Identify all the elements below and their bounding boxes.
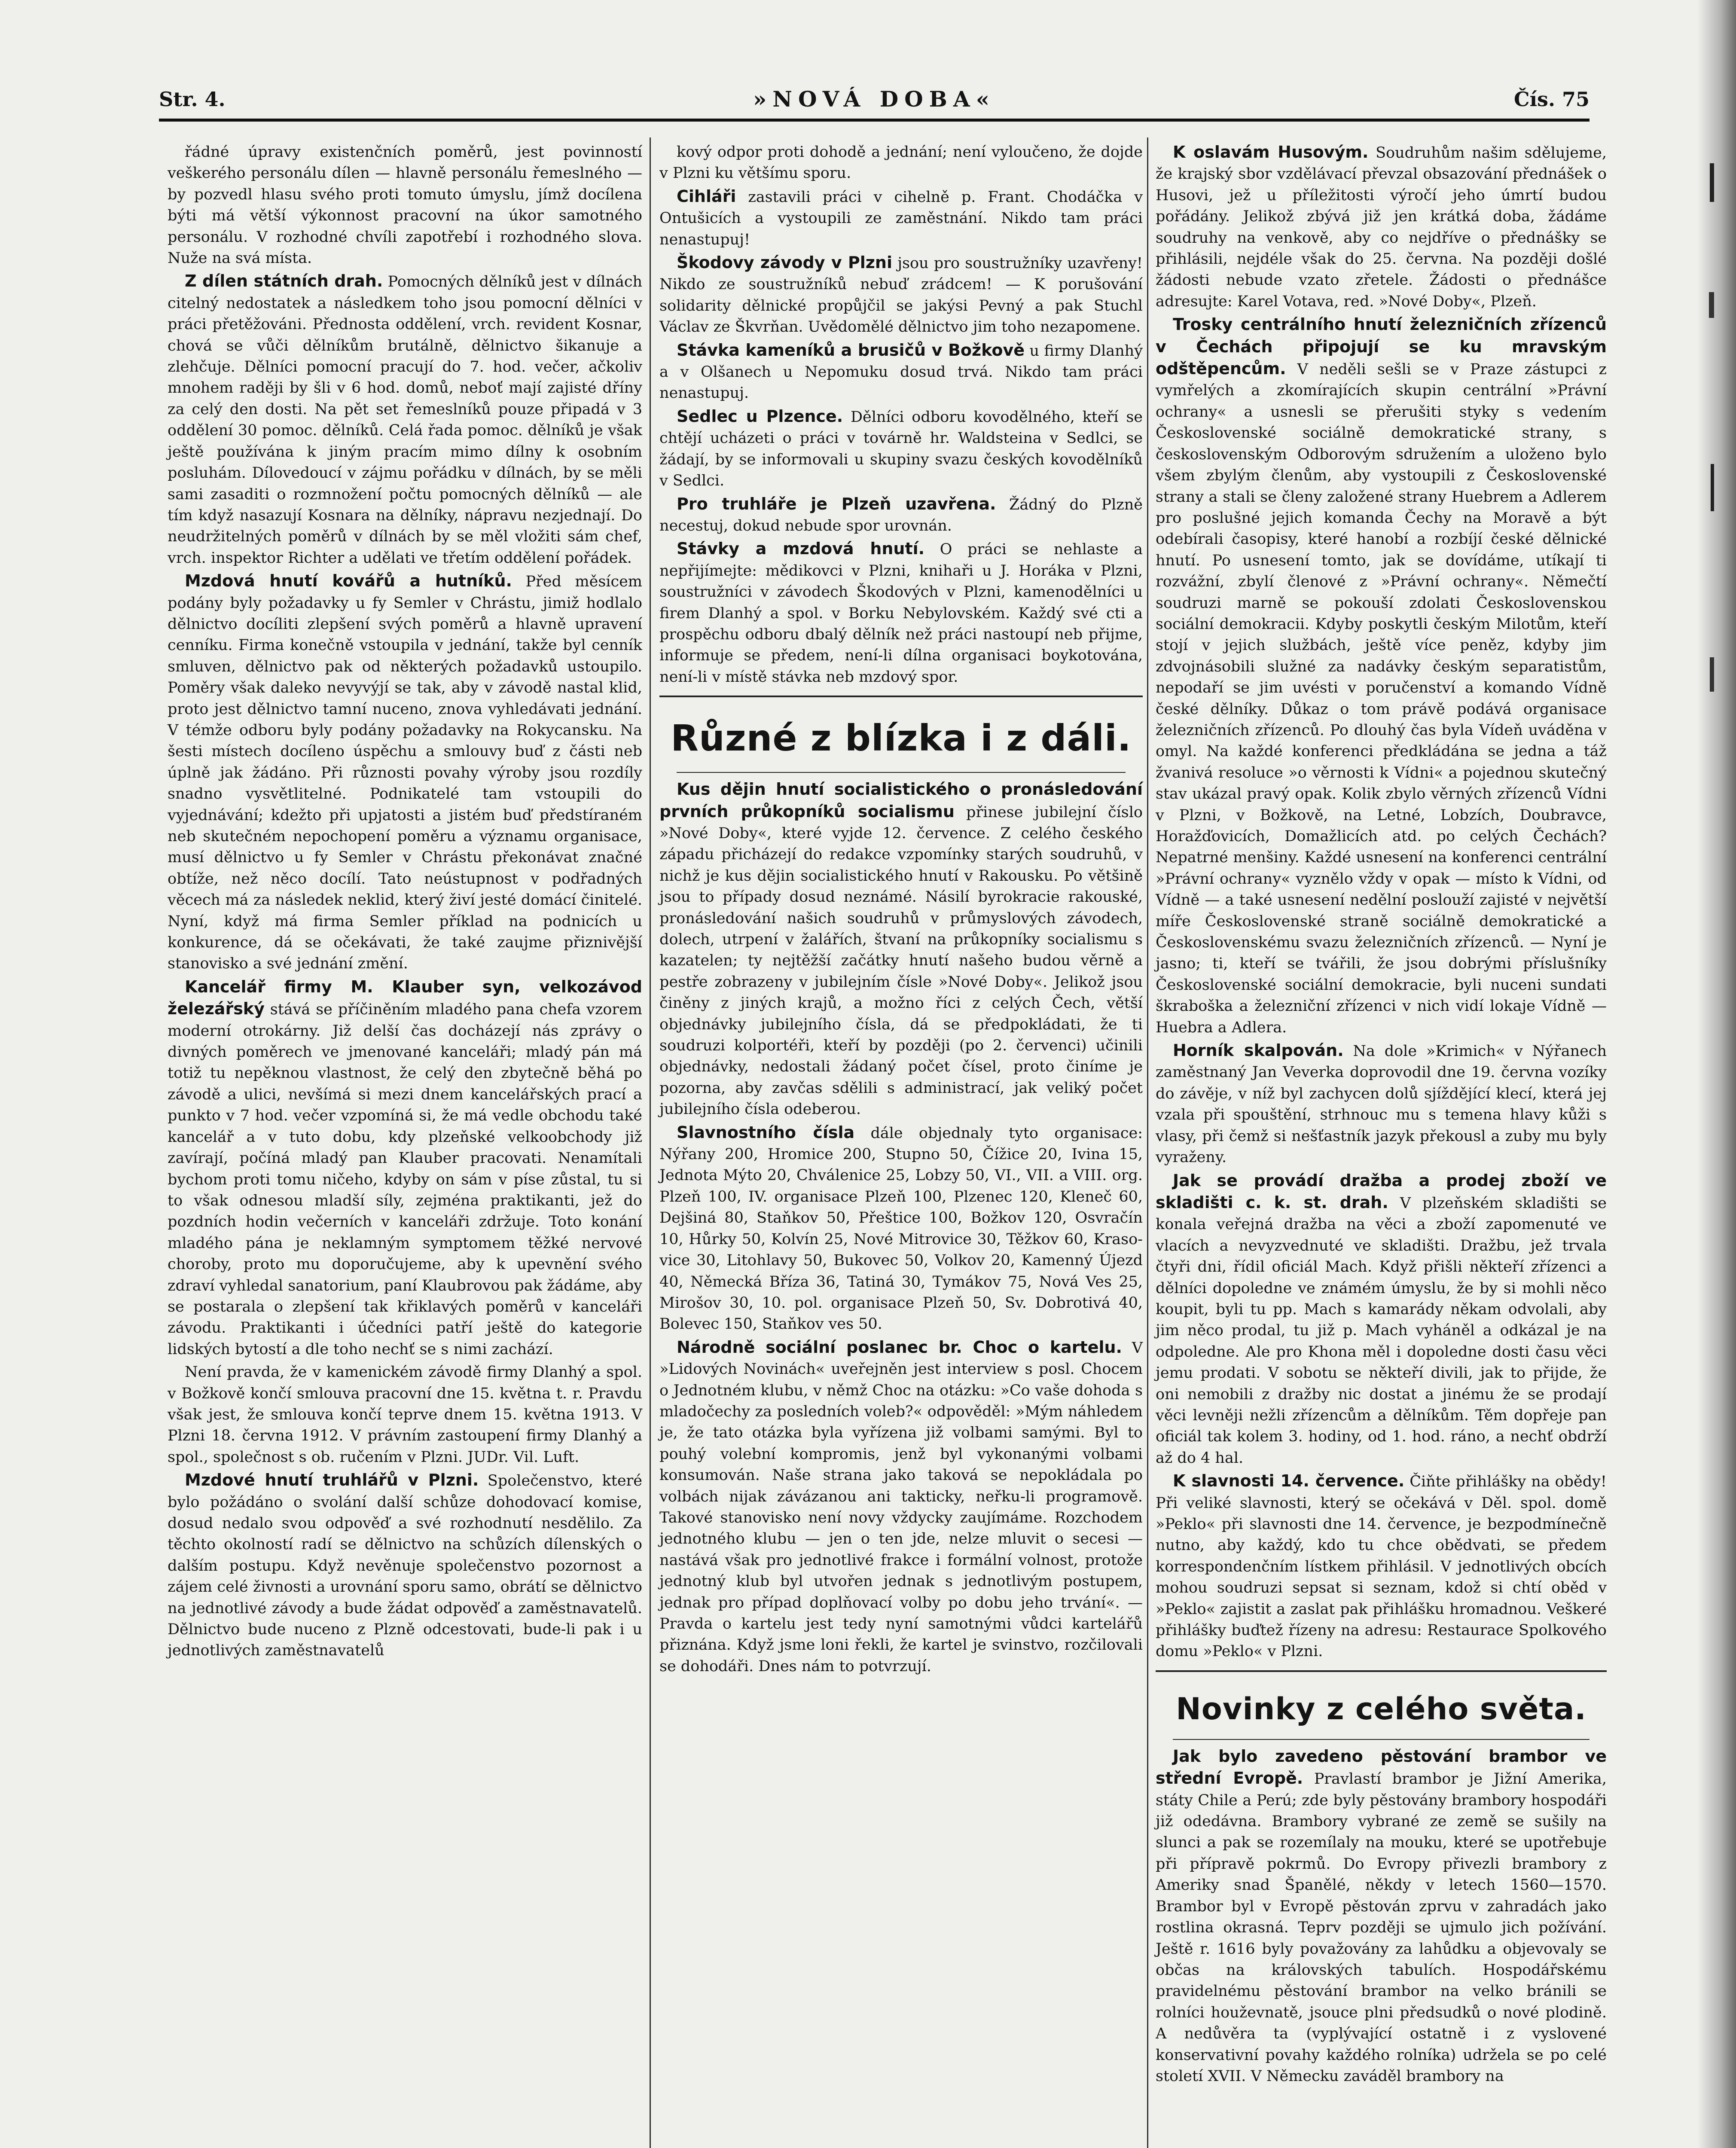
- article-heading: Slavnostního čísla: [677, 1123, 855, 1142]
- column-3: [1156, 142, 1607, 2089]
- article-heading: Stávky a mzdová hnutí.: [677, 539, 925, 558]
- section-rule: [1173, 1739, 1590, 1740]
- page-header: [159, 84, 1590, 122]
- article-paragraph: Cihláři zastavili práci v cihelně p. Frant. Chodáčka v Ontušicích a vystoupili ze zaměstnání. Nikdo tam práci nenastupuj!: [659, 186, 1143, 248]
- article-paragraph: Kancelář firmy M. Klauber syn, velkozávod železářský stává se příčiněním mladého pana chefa vzorem moderní otrokárny. Již delší čas docházejí nás zprávy o divných poměrech ve jmenované kanceláři; mladý pán má totiž tu nepěknou vlastnost, že celý den zbytečně běhá po závodě a ulici, nevšímá si mezi dnem kancelářských prací a punkto v 7 hod. večer vzpomíná si, že má vedle obchodu také kancelář a v tuto dobu, kdy plzeňské velkoobchody již zavírají, počíná mladý pan Klauber pracovati. Nenamítali bychom proti tomu ničeho, kdyby on sám v píse zůstal, tu si to však odnesou mladší síly, zejména praktikanti, jež do pozdních hodin večerních v kanceláři zdržuje. Toto konání mladého pána je neklamným symptomem těžké nervové choroby, proto mu doporučujeme, aby k upevnění svého zdraví vyhledal sanatorium, paní Klaubrovou pak žádáme, aby se postarala o zlepšení tak křiklavých poměrů v kanceláři závodu. Praktikanti i účedníci patří ještě do kategorie lidských bytostí a dle toho nechť se s nimi zachází.: [168, 977, 642, 1358]
- masthead-title: »NOVÁ DOBA«: [753, 86, 995, 112]
- section-rule: [1156, 1670, 1607, 1672]
- article-heading: Národně sociální poslanec br. Choc o kartelu.: [677, 1337, 1122, 1357]
- scan-artifact: [1701, 163, 1723, 808]
- article-heading: Jak se provádí dražba a prodej zboží ve skladišti c. k. st. drah.: [1156, 1171, 1607, 1212]
- column-divider: [650, 137, 651, 2148]
- article-paragraph: řádné úpravy existenčních poměrů, jest povinností veškerého personálu dílen — hlavně personálu řemeslného — by pozvedl hlasu svého proti tomuto úmyslu, jímž docílena býti má větší výkonnost pracovní na úkor samotného personálu. V rozhodné chvíli zapotřebí i rozhodného slova. Nuže na svá místa.: [168, 143, 642, 267]
- article-paragraph: Škodovy závody v Plzni jsou pro soustružníky uzavřeny! Nikdo ze soustružníků nebuď zrádcem! — K porušování solidarity dělnické propůjčil se jakýsi Pevný a pak Stuchl Václav ze Škvrňan. Uvědomělé dělnictvo jim toho nezapomene.: [659, 253, 1143, 336]
- article-heading: Kus dějin hnutí socialistického o pronásledování prvních průkopníků socialismu: [659, 780, 1143, 821]
- article-heading: Cihláři: [677, 186, 736, 206]
- article-paragraph: Není pravda, že v kamenickém závodě firmy Dlanhý a spol. v Božkově končí smlouva pracovní dne 15. května t. r. Pravdu však jest, že smlouva končí teprve dnem 15. května 1913. V Plzni 18. června 1912. V právním zastoupení firmy Dlanhý a spol., společnost s ob. ručením v Plzni. JUDr. Vil. Luft.: [168, 1364, 642, 1466]
- article-heading: Kancelář firmy M. Klauber syn, velkozávod železářský: [168, 977, 642, 1019]
- article-paragraph: K oslavám Husovým. Soudruhům našim sdělujeme, že krajský sbor vzdělávací převzal obsazování přednášek o Husovi, jež u příležitosti výročí jeho úmrtí budou pořádány. Jelikož zbývá již jen krátká doba, žádáme soudruhy na venkově, aby co nejdříve o přednášky se přihlásili, nejdéle však do 25. června. Na později došlé žádosti nebude vzato zřetele. Žádosti o přednášce adresujte: Karel Votava, red. »Nové Doby«, Plzeň.: [1156, 143, 1607, 310]
- article-heading: Pro truhláře je Plzeň uzavřena.: [677, 494, 996, 513]
- article-paragraph: Jak bylo zavedeno pěstování brambor ve střední Evropě. Pravlastí brambor je Jižní Amerika, státy Chile a Perú; zde byly pěstovány brambory hospodáři již odedávna. Brambory vybrané ze země se sušily na slunci a pak se rozemílaly na mouku, které se upotřebuje při přípravě pokrmů. Do Evropy přivezli brambory z Ameriky snad Španělé, někdy v letech 1560—1570. Brambor byl v Evropě pěstován zprvu v zahradách jako rostlina okrasná. Teprv později se ujmulo jich požívání. Ještě r. 1616 byly považovány za lahůdku a objevovaly se občas na královských tabulích. Hospodářskému pravidelnému pěstování brambor na velko bránili se rolníci houževnatě, jsouce plni předsudků o nové plodině. A nedůvěra ta (vyplývající ostatně i z vyslovené konservativní povahy každého rolníka) udržela se po celé století XVII. V Německu zaváděl brambory na: [1156, 1746, 1607, 2085]
- section-title: Různé z blízka i z dáli.: [671, 717, 1132, 760]
- article-paragraph: kový odpor proti dohodě a jednání; není vyloučeno, že dojde v Plzni ku většímu sporu.: [659, 143, 1143, 182]
- article-paragraph: Horník skalpován. Na dole »Krimich« v Nýřanech zaměstnaný Jan Veverka doprovodil dne 19. června vozíky do závěje, v níž byl zachycen dolů sjíždějící klecí, která jej vzala při spouštění, strhnouc mu s temena hlavy kůži s vlasy, při čemž si nešťastník jazyk překousl a zuby mu byly vyraženy.: [1156, 1041, 1607, 1166]
- article-paragraph: Trosky centrálního hnutí železničních zřízenců v Čechách připojují se ku mravským odštěpencům. V neděli sešli se v Praze zástupci z vymřelých a zkomírajících skupin centrální »Právní ochrany« a usnesli se přerušiti styky s vedením Československé sociálně demokratické strany, s československým Odborovým sdružením a uloženo bylo všem zbylým členům, aby vystoupili z Československé strany a stali se členy založené strany Huebrem a Adlerem pro poslušné jejich komanda Čechy na Moravě a být odebírali časopisy, které hanobí a rozbíjí české dělnické hnutí. Po usnesení tomto, jak se dovídáme, utíkají ti rozvážní, zbylí členové z »Právní ochrany«. Němečtí soudruzi marně se pokouší zdolati Československou sociální demokracii. Kdyby poskytli českým Milotům, kteří stojí v jejich službách, ještě více peněz, kdyby jim zdvojnásobili služné za nadávky českým separatistům, nepodaří se jim uvésti v poručenství a komando Vídně české dělníky. Důkaz o tom právě podává organisace železničních zřízenců. Po dlouhý čas byla Vídeň uváděna v omyl. Na každé konferenci předkládána se jedna a táž žvanivá resoluce »o věrnosti k Vídni« a pojednou skutečný stav ukázal pravý opak. Kolik zbylo věrných zřízenců Vídni v Plzni, v Božkově, na Letné, Lobzích, Doubravce, Horažďovicích, Domažlicích atd. po celých Čechách? Nepatrné menšiny. Každé usnesení na konferenci centrální »Právní ochrany« vyznělo vždy v opak — místo k Vídni, od Vídně — a také usnesení nedělní poslouží zajisté v největší míře Československé straně sociálně demokratické a Československému svazu železničních zřízenců. — Nyní je jasno; ti, kteří se tvářili, že jsou dobrými příslušníky Československé sociální demokracie, byli nuceni sundati škraboška a železniční zřízenci v nich vidí lokaje Vídně — Huebra a Adlera.: [1156, 315, 1607, 1036]
- article-paragraph: Pro truhláře je Plzeň uzavřena. Žádný do Plzně necestuj, dokud nebude spor urovnán.: [659, 494, 1143, 534]
- article-paragraph: Mzdové hnutí truhlářů v Plzni. Společenstvo, které bylo požádáno o svolání další schůze dohodovací komise, dosud nedalo svou odpověď a své rozhodnutí nesdělilo. Za těchto okolností radí se dělnictvo na schůzích dílenských o dalším postupu. Když nevěnuje společenstvo pozornost a zájem celé živnosti a urovnání sporu samo, obrátí se dělnictvo na jednotlivé závody a bude žádat odpověď a zaměstnavatelů. Dělnictvo bude nuceno z Plzně odcestovati, bude-li pak i u jednotlivých zaměstnavatelů: [168, 1471, 642, 1660]
- article-heading: Z dílen státních drah.: [185, 272, 383, 291]
- section-title: Novinky z celého světa.: [1176, 1691, 1587, 1727]
- article-paragraph: Mzdová hnutí kovářů a hutníků. Před měsícem podány byly požadavky u fy Semler v Chrástu, jimiž hodlalo dělnictvo docíliti zlepšení svých poměrů a hlavně upravení cenníku. Firma konečně vstoupila v jednání, takže byl cenník smluven, dělnictvo pak od některých požadavků ustoupilo. Poměry však daleko nevyvýjí se tak, aby v závodě nastal klid, proto jest dělnictvo tamní nuceno, znova vyhledávati jednání. V témže odboru byly podány požadavky na Rokycansku. Na šesti místech docíleno úspěchu a smlouvy buď z části neb úplně jak žádáno. Při různosti povahy výroby jsou rozdíly snadno vysvětlitelné. Podnikatelé tam vstoupili do vyjednávání; kdežto při upjatosti a jistém buď předstíraném neb skutečném nepochopení poměru a významu organisace, musí dělnictvo u fy Semler v Chrástu překonávat značné obtíže, než něco docílí. Tato neústupnost v podřadných věcech má za následek neklid, který živí jesté domácí činitelé. Nyní, když má firma Semler příklad na podnicích u konkurence, dá se očekávati, že také zaujme přiznivější stanovisko a své jednání změní.: [168, 571, 642, 973]
- column-divider: [1147, 137, 1148, 2148]
- article-paragraph: Stávka kameníků a brusičů v Božkově u firmy Dlanhý a v Olšanech u Nepomuku dosud trvá. Nikdo tam práci nenastupuj.: [659, 340, 1143, 402]
- article-heading: Škodovy závody v Plzni: [677, 253, 892, 272]
- article-paragraph: Stávky a mzdová hnutí. O práci se nehlaste a nepřijímejte: mědikovci v Plzni, knihaři u J. Horáka v Plzni, soustružníci v závodech Škodových v Plzni, kamenodělníci u firem Dlanhý a spol. v Borku Nebylovském. Každý své cti a prospěchu odboru dbalý dělník než práci nastoupí neb přijme, informuje se předem, není-li dílna organisaci boykotována, není-li v místě stávka neb mzdový spor.: [659, 539, 1143, 686]
- column-2: [659, 142, 1143, 1679]
- article-heading: Stávka kameníků a brusičů v Božkově: [677, 340, 1025, 360]
- page-number: Str. 4.: [159, 88, 226, 111]
- article-heading: Sedlec u Plzence.: [677, 406, 843, 426]
- article-paragraph: Sedlec u Plzence. Dělníci odboru kovodělného, kteří se chtějí ucházeti o práci v továrně hr. Waldsteina v Sedlci, se žádají, by se informovali u skupiny svazu českých kovodělníků v Sedlci.: [659, 406, 1143, 490]
- article-heading: Mzdová hnutí kovářů a hutníků.: [185, 571, 512, 591]
- article-heading: Horník skalpován.: [1173, 1041, 1344, 1060]
- article-paragraph: K slavnosti 14. července. Čiňte přihlášky na obědy! Při veliké slavnosti, který se očekává v Děl. spol. domě »Peklo« při slavnosti dne 14. července, je bezpodmínečně nutno, aby každý, kdo tu chce obědvati, se předem korrespondenčním lístkem přihlásil. V jednotlivých obcích mohou soudruzi sepsat si seznam, kdož si chtí oběd v »Peklo« zajistit a zaslat pak přihlášku hromadnou. Veškeré přihlášky buďtež řízeny na adresu: Restaurace Spolkového domu »Peklo« v Plzni.: [1156, 1471, 1607, 1660]
- article-paragraph: Národně sociální poslanec br. Choc o kartelu. V »Lidových Novinách« uveřejněn jest interview s posl. Chocem o Jednotném klubu, v němž Choc na otázku: »Co vaše dohoda s mladočechy za posledních voleb?« odpověděl: »Mým náhledem je, že tato otázka byla vyřízena již volbami samými. Byl to pouhý volební kompromis, jenž byl vykonanými volbami konsumován. Naše strana jako taková se nepokládala po volbách nijak závázanou ani takticky, neřku-li programově. Takové stanovisko není novy vždycky zaujímáme. Rozchodem jednotného klubu — jen o ten jde, nelze mluvit o secesi — nastává však pro jednotlivé frakce i formální volnost, protože jednotný klub byl utvořen jednak s jednotlivým postupem, jednak pro případ doplňovací volby po dobu jeho trvání«. — Pravda o kartelu jest tedy nyní samotnými vůdci kartelářů přiznána. Když jsme loni řekli, že kartel je svinstvo, rozčilovali se dohodáři. Dnes nám to potvrzují.: [659, 1337, 1143, 1675]
- article-heading: Mzdové hnutí truhlářů v Plzni.: [185, 1471, 479, 1490]
- section-rule: [677, 772, 1126, 773]
- article-heading: K slavnosti 14. července.: [1173, 1471, 1405, 1491]
- article-paragraph: Jak se provádí dražba a prodej zboží ve skladišti c. k. st. drah. V plzeňském skladišti se konala veřejná dražba na věci a zboží zapomenuté ve vlacích a nevyzvednuté ve skladišti. Dražbu, jež trvala čtyři dni, řídil oficiál Mach. Když přišli někteří zřízenci a dělníci dopoledne ve známém úmyslu, že by si mohli něco koupit, byli tu pp. Mach s kamarády někam odvolali, aby jim něco prodal, tu již p. Mach vyháněl a odkázal je na odpoledne. Ale pro Khona měl i dopoledne dosti času věci jemu prodati. V sobotu se někteří divili, jak to přijde, že oni nemobili z dražby nic dostat a jinému že se prodají věci levněji nežli zřízencům a dělníkům. Těm dopřeje pan oficiál tak kolem 3. hodiny, od 1. hod. ráno, a nechť obdrží až do 4 hal.: [1156, 1171, 1607, 1467]
- issue-number: Čís. 75: [1513, 88, 1590, 111]
- article-heading: Jak bylo zavedeno pěstování brambor ve střední Evropě.: [1156, 1746, 1607, 1788]
- article-heading: K oslavám Husovým.: [1173, 143, 1369, 162]
- article-paragraph: Slavnostního čísla dále objednaly tyto organisace: Nýřany 200, Hromice 200, Stupno 50, Čížice 20, Ivina 15, Jednota Mýto 20, Chválenice 25, Lobzy 50, VI., VII. a VIII. org. Plzeň 100, IV. organisace Plzeň 100, Plzenec 120, Kleneč 60, Dejšiná 80, Staňkov 50, Přeštice 100, Božkov 120, Osvračín 10, Hůrky 50, Kolvín 25, Nové Mitrovice 30, Těžkov 60, Kraso-vice 30, Litohlavy 50, Bukovec 50, Volkov 20, Kamenný Újezd 40, Německá Bříza 36, Tatiná 30, Tymákov 75, Nová Ves 25, Mirošov 30, 10. pol. organisace Plzeň 50, Sv. Dobrotivá 40, Bolevec 150, Staňkov ves 50.: [659, 1123, 1143, 1333]
- section-rule: [659, 696, 1143, 697]
- article-paragraph: Kus dějin hnutí socialistického o pronásledování prvních průkopníků socialismu přinese jubilejní číslo »Nové Doby«, které vyjde 12. července. Z celého českého západu přicházejí do redakce vzpomínky starých soudruhů, v nichž je kus dějin socialistického hnutí v Rakousku. Po většině jsou to případy dosud neznámé. Násilí byrokracie rakouské, pronásledování našich soudruhů v průmyslových závodech, dolech, utrpení v žalářích, štvaní na průkopníky socialismu s kazatelen; ty nejtěžší začátky hnutí našeho budou věrně a pestře zobrazeny v jubilejním čísle »Nové Doby«. Jelikož jsou činěny z jiných krajů, a možno říci z celých Čech, větší objednávky jubilejního čísla, dá se předpokládati, že ti soudruzi kolportéři, kteří by později (po 2. červenci) učinili objednávky, nedostali žádaný počet čísel, proto činíme je pozorna, aby zavčas sdělili s administrací, jak veliký počet jubilejního čísla odeberou.: [659, 780, 1143, 1118]
- article-heading: Trosky centrálního hnutí železničních zřízenců v Čechách připojují se ku mravským odštěpencům.: [1156, 315, 1607, 378]
- column-1: [168, 142, 642, 1663]
- article-paragraph: Z dílen státních drah. Pomocných dělníků jest v dílnách citelný nedostatek a následkem toho jsou pomocní dělníci v práci přetěžováni. Přednosta oddělení, vrch. revident Kosnar, chová se vůči dělníkům brutálně, dělnictvo šikanuje a zlehčuje. Dělníci pomocní pracují do 7. hod. večer, ačkoliv mnohem raději by šli v 6 hod. domů, neboť mají zajisté dříny za celý den dosti. Na pět set řemeslníků pouze připadá v 3 oddělení 30 pomoc. dělníků. Celá řada pomoc. dělníků je však ještě používána k jiným pracím mimo dílny k osobním posluhám. Dílovedoucí v zájmu pořádku v dílnách, by se měli sami zasaditi o rozmnožení počtu pomocných dělníků — ale tím když nasazují Kosnara na dělníky, nápravu nezjednají. Do neudržitelných poměrů v dílnách by se měl vložiti sám chef, vrch. inspektor Richter a udělati ve třetím oddělení pořádek.: [168, 272, 643, 567]
